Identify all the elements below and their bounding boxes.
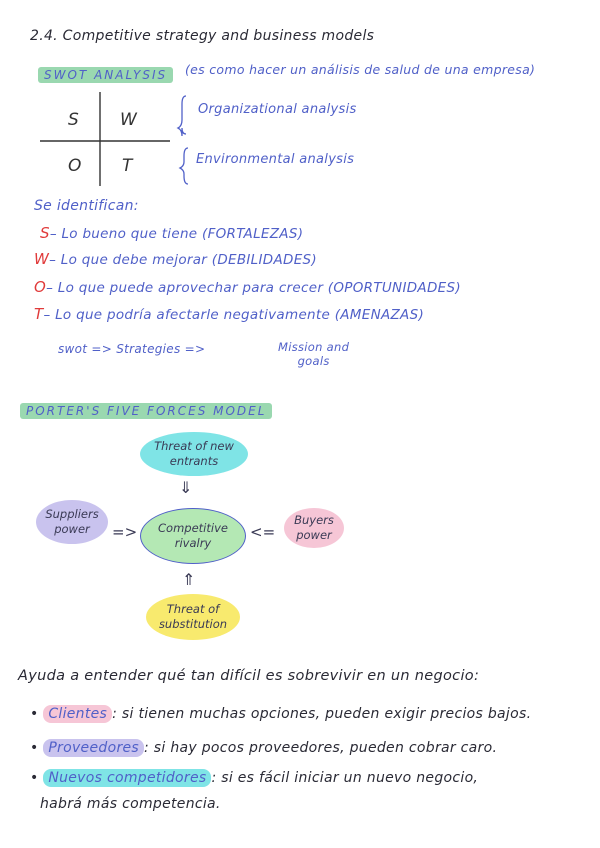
bullet-text: : si tienen muchas opciones, pueden exigir precios bajos. [112, 706, 532, 722]
threat-substitution: Threat of substitution [146, 594, 240, 640]
item-letter: T [34, 305, 44, 323]
page-title: 2.4. Competitive strategy and business models [30, 28, 375, 44]
buyers-power: Buyers power [284, 508, 344, 548]
item-letter: W [34, 250, 50, 268]
arrow-down: ⇓ [179, 478, 193, 497]
swot-w: W [120, 110, 138, 130]
porter-heading-text: PORTER'S FIVE FORCES MODEL [20, 403, 272, 419]
bullet-text: : si es fácil iniciar un nuevo negocio, [211, 770, 479, 786]
arrow-right: => [112, 523, 138, 541]
environmental-label: Environmental analysis [196, 152, 355, 167]
mission-goals [278, 340, 349, 368]
identify-label: Se identifican: [34, 198, 139, 214]
bullet-proveedores: • Proveedores : si hay pocos proveedores, pueden cobrar caro. [30, 740, 498, 756]
swot-o: O [68, 156, 82, 176]
porter-heading [20, 400, 272, 419]
threat-new-entrants: Threat of new entrants [140, 432, 248, 476]
bullet-nuevos-continued: habrá más competencia. [40, 796, 221, 812]
ayuda-intro: Ayuda a entender qué tan difícil es sobrevivir en un negocio: [18, 668, 480, 684]
strategy-line: swot => Strategies => [58, 342, 206, 356]
bullet-clientes: • Clientes : si tienen muchas opciones, pueden exigir precios bajos. [30, 706, 532, 722]
item-letter: S [40, 224, 50, 242]
swot-heading-text: SWOT ANALYSIS [38, 67, 173, 83]
tag-proveedores: Proveedores [43, 739, 144, 757]
swot-item-t [34, 305, 424, 323]
bullet-text: : si hay pocos proveedores, pueden cobrar caro. [144, 740, 498, 756]
tag-clientes: Clientes [43, 705, 112, 723]
arrow-up: ⇑ [182, 570, 196, 589]
competitive-rivalry: Competitive rivalry [140, 508, 246, 564]
item-text: – Lo que podría afectarle negativamente (AMENAZAS) [43, 307, 425, 323]
item-text: – Lo que puede aprovechar para crecer (OPORTUNIDADES) [46, 280, 461, 296]
item-text: – Lo bueno que tiene (FORTALEZAS) [49, 226, 304, 242]
tag-nuevos-competidores: Nuevos competidores [43, 769, 211, 787]
mission-line: Mission and [278, 340, 350, 354]
goals-line: goals [297, 354, 330, 368]
item-letter: O [34, 278, 47, 296]
bullet-nuevos: • Nuevos competidores : si es fácil iniciar un nuevo negocio, [30, 770, 479, 786]
organizational-label: Organizational analysis [198, 102, 357, 117]
swot-item-s [40, 224, 303, 242]
item-text: – Lo que debe mejorar (DEBILIDADES) [49, 252, 317, 268]
swot-item-o [34, 278, 461, 296]
suppliers-power: Suppliers power [36, 500, 108, 544]
arrow-left: <= [250, 523, 276, 541]
swot-t: T [122, 156, 133, 176]
swot-item-w [34, 250, 317, 268]
swot-note: (es como hacer un análisis de salud de una empresa) [185, 62, 536, 77]
swot-s: S [68, 110, 80, 130]
